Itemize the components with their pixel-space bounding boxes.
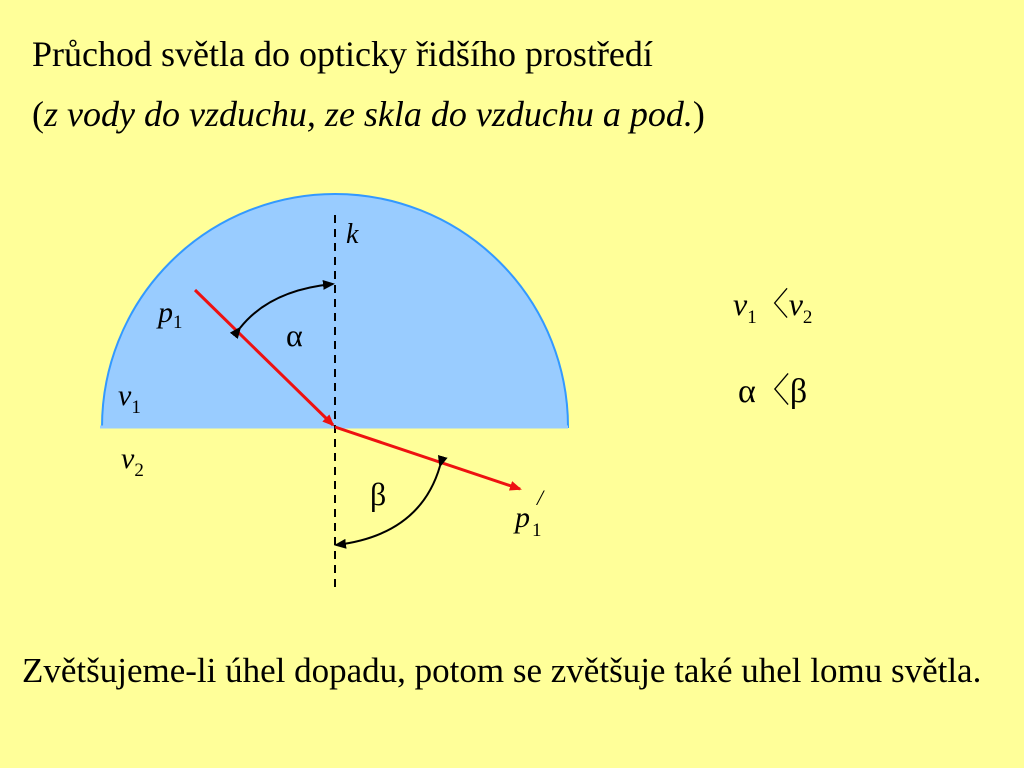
refracted-ray-subscript: 1 xyxy=(532,520,542,541)
medium1-letter: v xyxy=(118,379,132,412)
speed-right-subscript: 2 xyxy=(802,307,813,328)
medium2-letter: v xyxy=(121,442,135,475)
speed-right-letter: v xyxy=(788,286,803,322)
refracted-ray-label xyxy=(513,501,530,534)
angle-relation-beta: β xyxy=(789,373,808,410)
angle-beta-label: β xyxy=(370,476,387,512)
normal-label: k xyxy=(346,219,359,250)
refracted-ray-letter: p xyxy=(515,501,530,534)
medium1-subscript: 1 xyxy=(131,397,141,418)
speed-left-letter: v xyxy=(733,286,748,322)
angle-relation-alpha: α xyxy=(738,373,756,410)
refracted-ray-prime: / xyxy=(537,485,544,510)
angle-less-than-symbol: 〈 xyxy=(755,373,790,410)
angle-alpha-label: α xyxy=(286,317,303,353)
subtitle-close-paren: ) xyxy=(692,94,705,134)
incident-ray-subscript: 1 xyxy=(173,312,183,333)
slide-title: Průchod světla do opticky řidšího prostředí xyxy=(32,34,653,74)
incident-ray-letter: p xyxy=(158,296,173,329)
angle-beta-arc xyxy=(336,466,440,545)
speed-less-than-symbol: 〈 xyxy=(756,286,789,322)
medium2-label xyxy=(121,442,144,481)
medium2-subscript: 2 xyxy=(134,460,144,481)
speed-relation xyxy=(733,286,812,328)
subtitle-italic-text: z vody do vzduchu, ze skla do vzduchu a pod. xyxy=(44,94,693,134)
speed-left-subscript: 1 xyxy=(747,307,757,328)
slide-footer-text: Zvětšujeme-li úhel dopadu, potom se zvětšuje také uhel lomu světla. xyxy=(22,651,982,690)
refracted-ray xyxy=(335,427,520,489)
subtitle-open-paren: ( xyxy=(32,94,44,134)
angle-relation xyxy=(738,373,807,410)
